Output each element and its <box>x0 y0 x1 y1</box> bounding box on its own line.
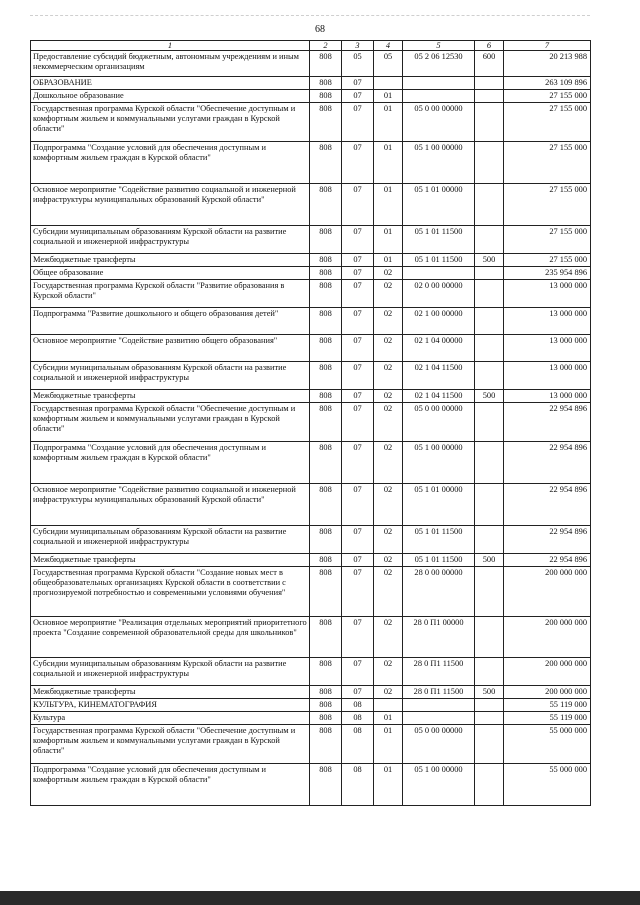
row-ministry: 808 <box>310 77 342 90</box>
row-name: Межбюджетные трансферты <box>31 254 310 267</box>
table-row <box>31 90 591 103</box>
row-ministry: 808 <box>310 725 342 764</box>
row-expense-type <box>475 442 504 484</box>
row-amount: 55 000 000 <box>504 725 591 764</box>
row-target-article: 05 1 01 11500 <box>403 526 475 554</box>
row-subsection: 01 <box>374 103 403 142</box>
row-subsection: 02 <box>374 390 403 403</box>
row-ministry: 808 <box>310 484 342 526</box>
row-name: Межбюджетные трансферты <box>31 686 310 699</box>
row-amount: 22 954 896 <box>504 442 591 484</box>
table-row <box>31 308 591 335</box>
row-ministry: 808 <box>310 362 342 390</box>
row-target-article: 05 0 00 00000 <box>403 103 475 142</box>
row-target-article: 05 0 00 00000 <box>403 725 475 764</box>
row-target-article <box>403 77 475 90</box>
table-row <box>31 484 591 526</box>
table-row <box>31 567 591 617</box>
row-expense-type <box>475 403 504 442</box>
row-section: 07 <box>342 103 374 142</box>
header-col-5: 5 <box>403 41 475 51</box>
row-subsection <box>374 699 403 712</box>
row-section: 07 <box>342 254 374 267</box>
row-amount: 263 109 896 <box>504 77 591 90</box>
row-expense-type <box>475 103 504 142</box>
row-target-article <box>403 712 475 725</box>
table-row <box>31 335 591 362</box>
row-expense-type <box>475 658 504 686</box>
row-expense-type <box>475 90 504 103</box>
table-row <box>31 658 591 686</box>
row-name: Государственная программа Курской области "Создание новых мест в общеобразовательных организациях Курской области в соответствии с прогнозируемой потребностью и современными условиями обучения" <box>31 567 310 617</box>
row-name: Государственная программа Курской области "Обеспечение доступным и комфортным жильем и коммунальными услугами граждан в Курской области" <box>31 403 310 442</box>
row-ministry: 808 <box>310 526 342 554</box>
row-subsection: 02 <box>374 686 403 699</box>
row-section: 07 <box>342 390 374 403</box>
header-col-2: 2 <box>310 41 342 51</box>
row-subsection: 02 <box>374 362 403 390</box>
row-name: КУЛЬТУРА, КИНЕМАТОГРАФИЯ <box>31 699 310 712</box>
row-name: Субсидии муниципальным образованиям Курской области на развитие социальной и инженерной инфраструктуры <box>31 658 310 686</box>
row-section: 08 <box>342 699 374 712</box>
row-section: 07 <box>342 267 374 280</box>
header-col-4: 4 <box>374 41 403 51</box>
row-expense-type <box>475 226 504 254</box>
row-amount: 13 000 000 <box>504 280 591 308</box>
row-section: 07 <box>342 142 374 184</box>
row-amount: 55 119 000 <box>504 699 591 712</box>
row-expense-type <box>475 699 504 712</box>
table-row <box>31 764 591 806</box>
row-name: Подпрограмма "Создание условий для обеспечения доступным и комфортным жильем граждан в Курской области" <box>31 142 310 184</box>
row-subsection: 01 <box>374 142 403 184</box>
row-ministry: 808 <box>310 226 342 254</box>
table-row <box>31 554 591 567</box>
row-name: Основное мероприятие "Реализация отдельных мероприятий приоритетного проекта "Создание современной образовательной среды для школьников" <box>31 617 310 658</box>
row-amount: 22 954 896 <box>504 484 591 526</box>
row-subsection: 02 <box>374 617 403 658</box>
row-subsection: 02 <box>374 554 403 567</box>
row-section: 07 <box>342 442 374 484</box>
row-expense-type <box>475 308 504 335</box>
row-ministry: 808 <box>310 712 342 725</box>
row-expense-type <box>475 362 504 390</box>
scan-border <box>0 891 640 905</box>
row-subsection: 02 <box>374 567 403 617</box>
header-col-7: 7 <box>504 41 591 51</box>
row-expense-type <box>475 484 504 526</box>
row-expense-type <box>475 567 504 617</box>
table-row <box>31 403 591 442</box>
table-row <box>31 617 591 658</box>
row-target-article <box>403 267 475 280</box>
row-subsection: 02 <box>374 403 403 442</box>
row-amount: 235 954 896 <box>504 267 591 280</box>
row-expense-type: 500 <box>475 254 504 267</box>
row-ministry: 808 <box>310 617 342 658</box>
row-section: 07 <box>342 90 374 103</box>
row-amount: 13 000 000 <box>504 335 591 362</box>
row-subsection: 05 <box>374 51 403 77</box>
table-row <box>31 712 591 725</box>
row-amount: 55 000 000 <box>504 764 591 806</box>
row-section: 07 <box>342 77 374 90</box>
row-target-article: 05 1 01 00000 <box>403 484 475 526</box>
header-col-6: 6 <box>475 41 504 51</box>
table-row <box>31 442 591 484</box>
row-section: 08 <box>342 725 374 764</box>
row-expense-type <box>475 526 504 554</box>
row-amount: 13 000 000 <box>504 390 591 403</box>
row-amount: 22 954 896 <box>504 554 591 567</box>
row-target-article <box>403 90 475 103</box>
row-amount: 27 155 000 <box>504 254 591 267</box>
row-ministry: 808 <box>310 699 342 712</box>
row-target-article: 02 1 04 11500 <box>403 362 475 390</box>
row-ministry: 808 <box>310 764 342 806</box>
row-ministry: 808 <box>310 51 342 77</box>
row-amount: 27 155 000 <box>504 103 591 142</box>
row-subsection: 01 <box>374 226 403 254</box>
row-subsection: 01 <box>374 712 403 725</box>
row-ministry: 808 <box>310 280 342 308</box>
row-section: 07 <box>342 658 374 686</box>
row-ministry: 808 <box>310 103 342 142</box>
row-section: 07 <box>342 567 374 617</box>
header-col-1: 1 <box>31 41 310 51</box>
row-name: Подпрограмма "Создание условий для обеспечения доступным и комфортным жильем граждан в Курской области" <box>31 764 310 806</box>
row-section: 05 <box>342 51 374 77</box>
row-amount: 22 954 896 <box>504 526 591 554</box>
row-section: 07 <box>342 484 374 526</box>
row-amount: 200 000 000 <box>504 617 591 658</box>
row-target-article: 28 0 П1 11500 <box>403 658 475 686</box>
row-name: Государственная программа Курской области "Обеспечение доступным и комфортным жильем и коммунальными услугами граждан в Курской области" <box>31 725 310 764</box>
row-amount: 27 155 000 <box>504 142 591 184</box>
row-section: 07 <box>342 526 374 554</box>
row-subsection: 02 <box>374 335 403 362</box>
top-rule <box>30 15 590 16</box>
row-ministry: 808 <box>310 390 342 403</box>
row-target-article: 05 1 01 11500 <box>403 254 475 267</box>
row-subsection: 02 <box>374 484 403 526</box>
row-expense-type <box>475 142 504 184</box>
table-row <box>31 699 591 712</box>
row-amount: 200 000 000 <box>504 658 591 686</box>
row-target-article: 05 0 00 00000 <box>403 403 475 442</box>
row-subsection: 02 <box>374 280 403 308</box>
row-target-article: 28 0 П1 11500 <box>403 686 475 699</box>
table-row <box>31 142 591 184</box>
row-section: 07 <box>342 280 374 308</box>
row-name: Субсидии муниципальным образованиям Курской области на развитие социальной и инженерной инфраструктуры <box>31 226 310 254</box>
row-section: 08 <box>342 712 374 725</box>
row-ministry: 808 <box>310 254 342 267</box>
row-name: Подпрограмма "Создание условий для обеспечения доступным и комфортным жильем граждан в Курской области" <box>31 442 310 484</box>
row-name: Межбюджетные трансферты <box>31 554 310 567</box>
row-ministry: 808 <box>310 335 342 362</box>
row-section: 07 <box>342 403 374 442</box>
row-target-article: 05 1 01 11500 <box>403 554 475 567</box>
row-section: 07 <box>342 617 374 658</box>
row-subsection: 01 <box>374 90 403 103</box>
row-subsection: 01 <box>374 725 403 764</box>
row-target-article: 05 1 01 00000 <box>403 184 475 226</box>
row-ministry: 808 <box>310 184 342 226</box>
row-amount: 27 155 000 <box>504 226 591 254</box>
row-ministry: 808 <box>310 567 342 617</box>
row-amount: 13 000 000 <box>504 362 591 390</box>
budget-table <box>30 40 591 806</box>
row-subsection: 02 <box>374 308 403 335</box>
row-expense-type: 500 <box>475 390 504 403</box>
row-name: Субсидии муниципальным образованиям Курской области на развитие социальной и инженерной инфраструктуры <box>31 526 310 554</box>
row-name: Межбюджетные трансферты <box>31 390 310 403</box>
row-target-article: 02 0 00 00000 <box>403 280 475 308</box>
table-row <box>31 280 591 308</box>
table-row <box>31 103 591 142</box>
row-name: Основное мероприятие "Содействие развитию общего образования" <box>31 335 310 362</box>
row-name: Государственная программа Курской области "Обеспечение доступным и комфортным жильем и коммунальными услугами граждан в Курской области" <box>31 103 310 142</box>
row-name: Предоставление субсидий бюджетным, автономным учреждениям и иным некоммерческим организациям <box>31 51 310 77</box>
row-ministry: 808 <box>310 442 342 484</box>
row-amount: 27 155 000 <box>504 184 591 226</box>
row-target-article: 28 0 П1 00000 <box>403 617 475 658</box>
row-expense-type <box>475 712 504 725</box>
table-row <box>31 686 591 699</box>
row-name: Общее образование <box>31 267 310 280</box>
row-expense-type <box>475 725 504 764</box>
row-section: 07 <box>342 184 374 226</box>
row-amount: 13 000 000 <box>504 308 591 335</box>
row-ministry: 808 <box>310 686 342 699</box>
row-ministry: 808 <box>310 142 342 184</box>
row-name: Основное мероприятие "Содействие развитию социальной и инженерной инфраструктуры муниципальных образований Курской области" <box>31 484 310 526</box>
row-name: Культура <box>31 712 310 725</box>
row-target-article: 02 1 04 11500 <box>403 390 475 403</box>
row-ministry: 808 <box>310 658 342 686</box>
row-ministry: 808 <box>310 267 342 280</box>
row-subsection: 01 <box>374 764 403 806</box>
row-amount: 55 119 000 <box>504 712 591 725</box>
table-row <box>31 725 591 764</box>
row-name: Дошкольное образование <box>31 90 310 103</box>
table-row <box>31 526 591 554</box>
row-expense-type: 600 <box>475 51 504 77</box>
row-amount: 22 954 896 <box>504 403 591 442</box>
row-section: 07 <box>342 362 374 390</box>
row-amount: 200 000 000 <box>504 686 591 699</box>
row-subsection <box>374 77 403 90</box>
row-expense-type <box>475 267 504 280</box>
header-row <box>31 41 591 51</box>
row-expense-type <box>475 617 504 658</box>
row-subsection: 01 <box>374 184 403 226</box>
row-section: 07 <box>342 554 374 567</box>
table-row <box>31 267 591 280</box>
row-target-article: 05 1 01 11500 <box>403 226 475 254</box>
row-section: 07 <box>342 686 374 699</box>
row-name: ОБРАЗОВАНИЕ <box>31 77 310 90</box>
row-expense-type <box>475 280 504 308</box>
row-subsection: 02 <box>374 442 403 484</box>
row-ministry: 808 <box>310 90 342 103</box>
row-target-article: 02 1 04 00000 <box>403 335 475 362</box>
row-target-article: 05 1 00 00000 <box>403 764 475 806</box>
row-target-article: 05 1 00 00000 <box>403 442 475 484</box>
row-name: Основное мероприятие "Содействие развитию социальной и инженерной инфраструктуры муниципальных образований Курской области" <box>31 184 310 226</box>
row-expense-type <box>475 335 504 362</box>
row-target-article: 05 1 00 00000 <box>403 142 475 184</box>
row-expense-type <box>475 184 504 226</box>
row-expense-type <box>475 77 504 90</box>
row-section: 08 <box>342 764 374 806</box>
row-target-article <box>403 699 475 712</box>
table-row <box>31 51 591 77</box>
row-expense-type <box>475 764 504 806</box>
table-body <box>31 51 591 806</box>
row-amount: 200 000 000 <box>504 567 591 617</box>
row-name: Подпрограмма "Развитие дошкольного и общего образования детей" <box>31 308 310 335</box>
row-subsection: 02 <box>374 526 403 554</box>
table-row <box>31 77 591 90</box>
row-amount: 27 155 000 <box>504 90 591 103</box>
table-row <box>31 226 591 254</box>
row-ministry: 808 <box>310 554 342 567</box>
row-section: 07 <box>342 226 374 254</box>
row-ministry: 808 <box>310 403 342 442</box>
row-target-article: 02 1 00 00000 <box>403 308 475 335</box>
table-row <box>31 362 591 390</box>
page-number: 68 <box>315 24 325 35</box>
row-expense-type: 500 <box>475 686 504 699</box>
row-subsection: 01 <box>374 254 403 267</box>
row-ministry: 808 <box>310 308 342 335</box>
row-section: 07 <box>342 335 374 362</box>
row-name: Субсидии муниципальным образованиям Курской области на развитие социальной и инженерной инфраструктуры <box>31 362 310 390</box>
row-target-article: 28 0 00 00000 <box>403 567 475 617</box>
row-subsection: 02 <box>374 267 403 280</box>
row-amount: 20 213 988 <box>504 51 591 77</box>
row-section: 07 <box>342 308 374 335</box>
row-name: Государственная программа Курской области "Развитие образования в Курской области" <box>31 280 310 308</box>
row-expense-type: 500 <box>475 554 504 567</box>
row-target-article: 05 2 06 12530 <box>403 51 475 77</box>
table-row <box>31 184 591 226</box>
header-col-3: 3 <box>342 41 374 51</box>
table-row <box>31 254 591 267</box>
table-row <box>31 390 591 403</box>
row-subsection: 02 <box>374 658 403 686</box>
